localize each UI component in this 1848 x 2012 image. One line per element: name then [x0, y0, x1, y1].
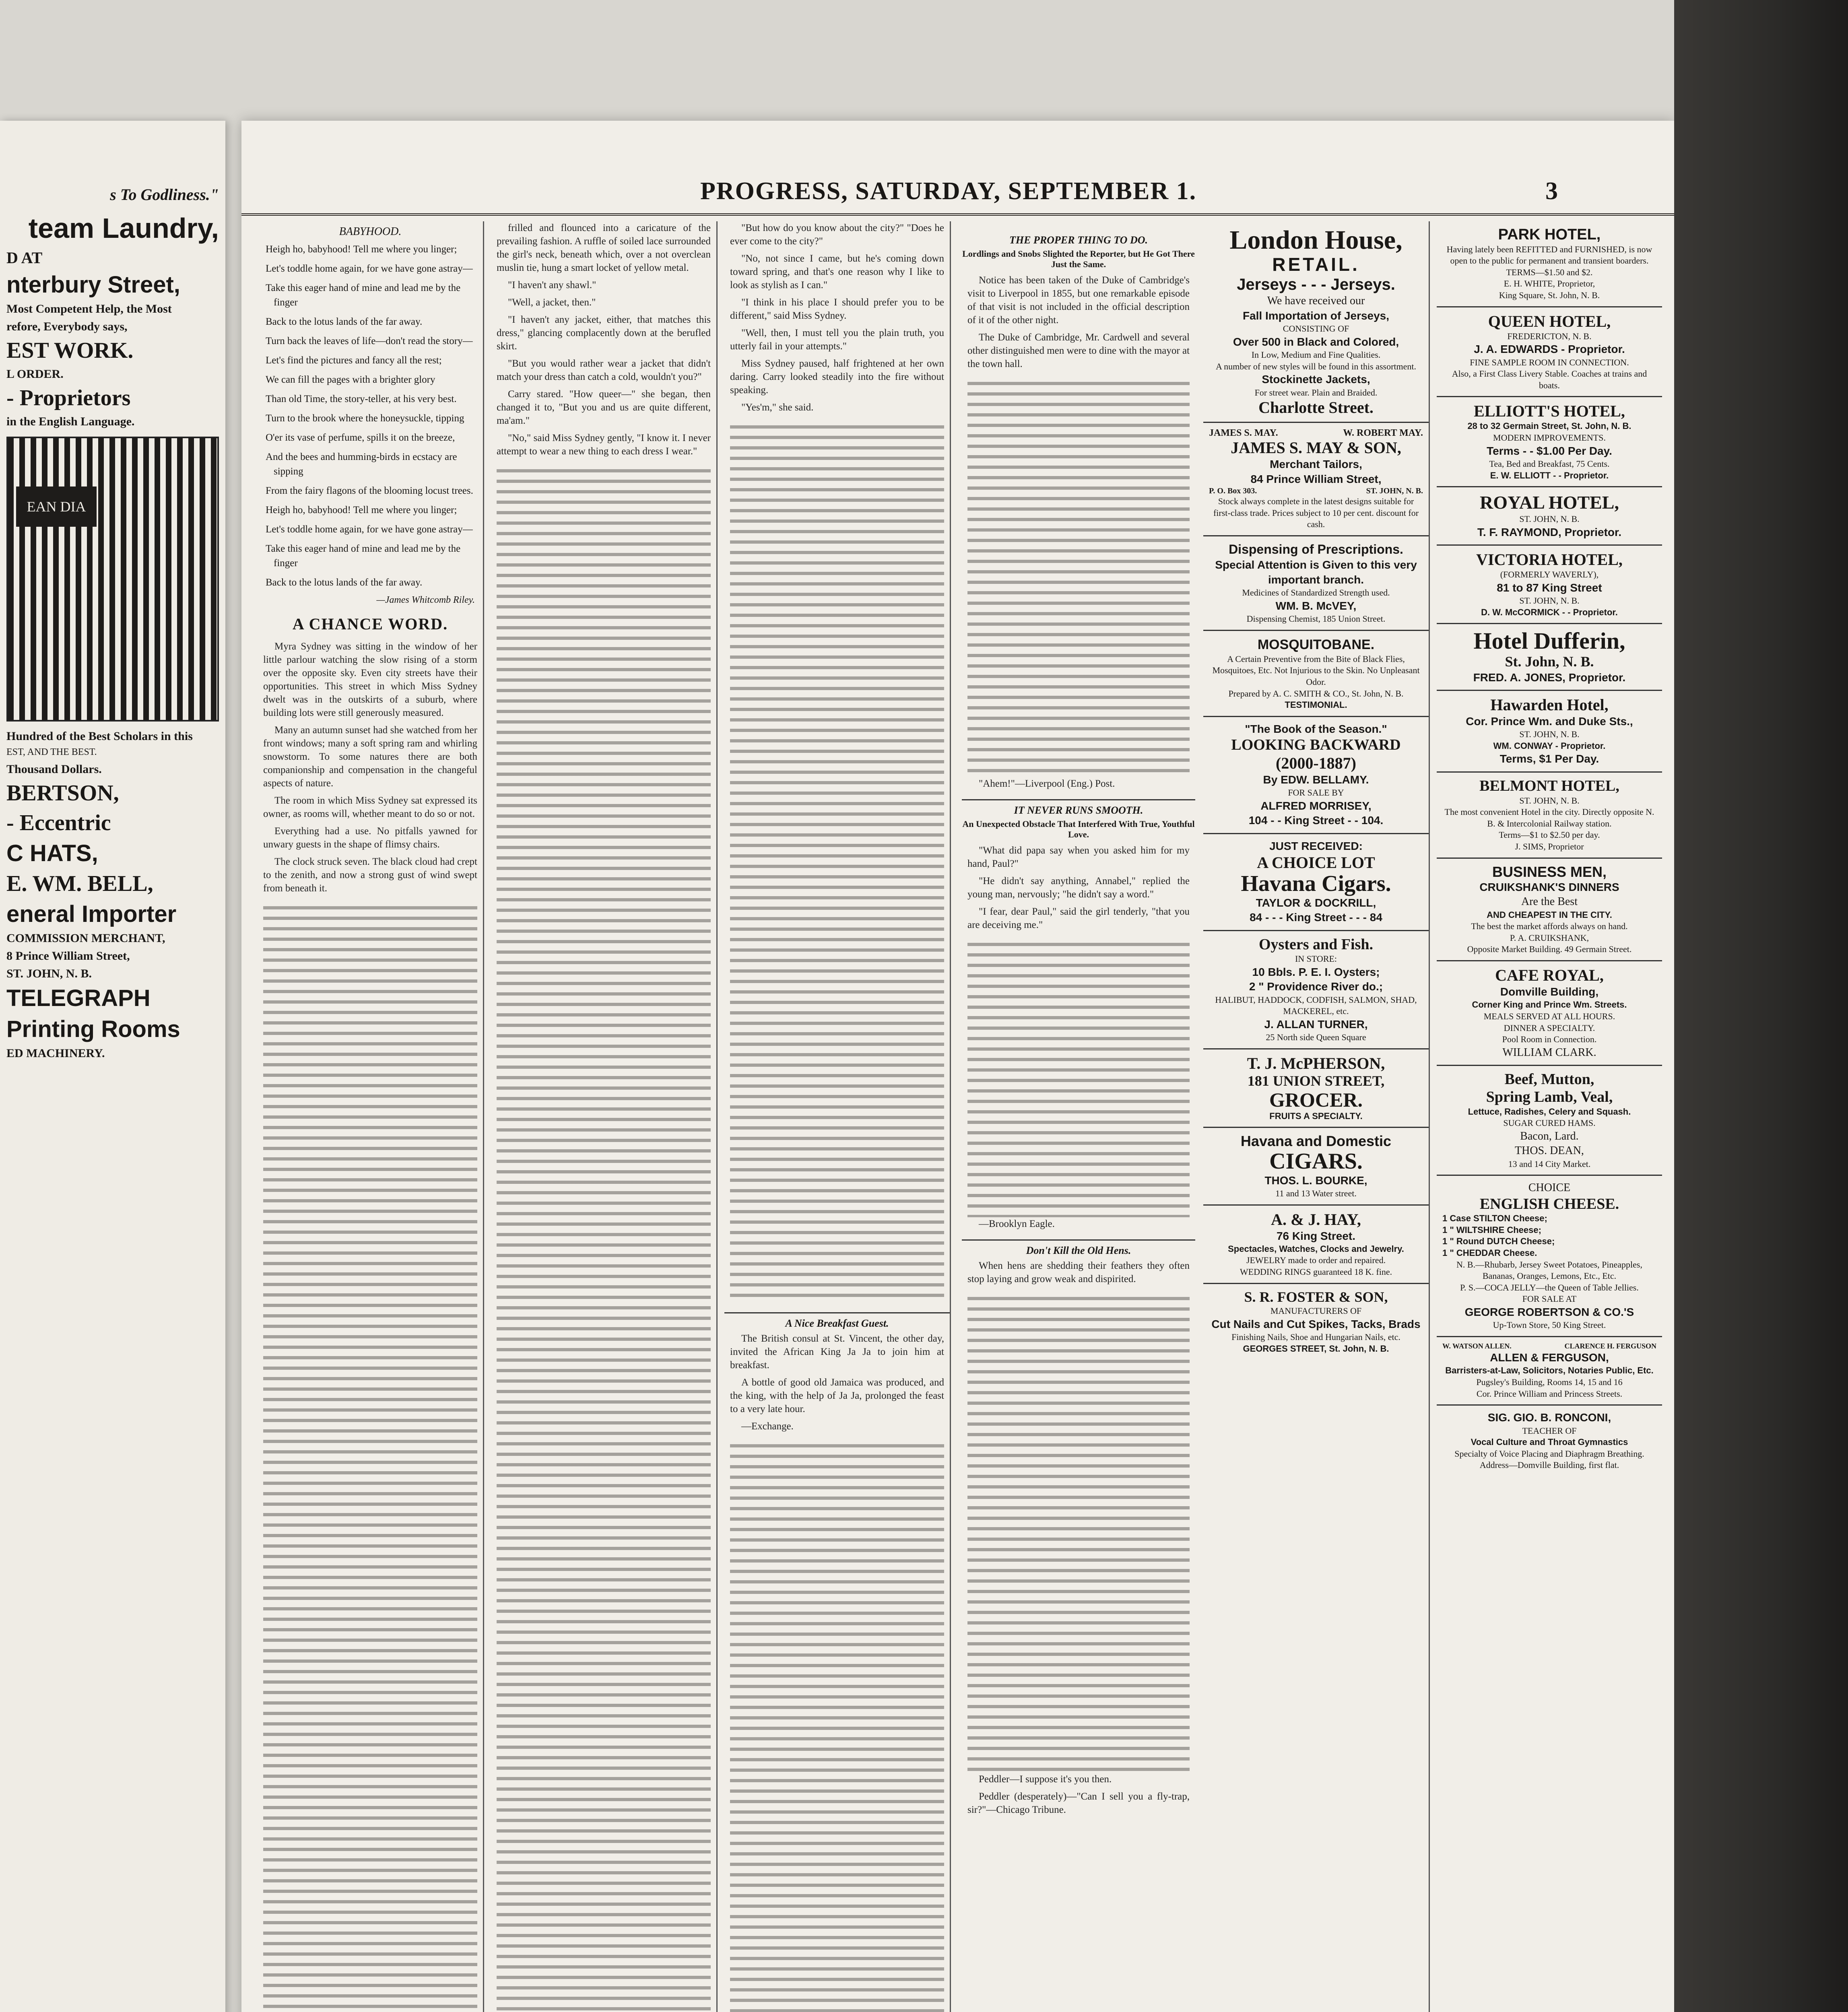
ad-line: N. B.—Rhubarb, Jersey Sweet Potatoes, Pineapples, Bananas, Oranges, Lemons, Etc., Etc. — [1456, 1259, 1642, 1281]
ad-address: 11 and 13 Water street. — [1275, 1188, 1357, 1198]
ad-seller: THOS. L. BOURKE, — [1264, 1174, 1367, 1187]
ad-seller: J. ALLAN TURNER, — [1264, 1018, 1368, 1031]
ad-cafe-royal — [1437, 961, 1662, 1066]
ad-name: W. ROBERT MAY. — [1343, 428, 1423, 439]
ad-address: 28 to 32 Germain Street, St. John, N. B. — [1467, 421, 1631, 431]
ad-sub: FRUITS A SPECIALTY. — [1269, 1111, 1363, 1121]
column-5-ads — [1203, 221, 1430, 2012]
ad-title: BELMONT HOTEL, — [1479, 777, 1619, 794]
section-title: Don't Kill the Old Hens. — [962, 1239, 1195, 1257]
ad-name: WILLIAM CLARK. — [1502, 1046, 1596, 1059]
ad-city: St. John, N. B. — [1505, 653, 1594, 670]
text-filler — [730, 418, 944, 1303]
ad-cigars — [1203, 834, 1429, 931]
paragraph: "Ahem!"—Liverpool (Eng.) Post. — [979, 778, 1115, 789]
ad-line: A number of new styles will be found in this assortment. — [1216, 361, 1416, 371]
ad-title: Oysters and Fish. — [1259, 936, 1373, 953]
section-body — [967, 274, 1190, 371]
ad-title: JAMES S. MAY & SON, — [1231, 439, 1401, 457]
ad-line: 2 " Providence River do.; — [1249, 980, 1383, 993]
ad-address: Cor. Prince Wm. and Duke Sts., — [1466, 715, 1633, 728]
ad-text: The most convenient Hotel in the city. Directly opposite N. B. & Intercolonial Railway station. — [1444, 807, 1654, 829]
ad-line: MEALS SERVED AT ALL HOURS. — [1483, 1011, 1615, 1022]
paragraph: —Exchange. — [741, 1421, 794, 1432]
ad-title: MOSQUITOBANE. — [1257, 637, 1375, 652]
ad-line: AND CHEAPEST IN THE CITY. — [1487, 909, 1612, 920]
poem-line: We can fill the pages with a brighter glory — [266, 374, 435, 385]
ad-item: 1 " Round DUTCH Cheese; — [1442, 1236, 1555, 1247]
ad-title: CIGARS. — [1269, 1148, 1363, 1174]
ad-hay — [1203, 1206, 1429, 1284]
ad-item: 1 " WILTSHIRE Cheese; — [1442, 1225, 1541, 1235]
text-filler — [967, 1290, 1190, 1773]
poem-line: O'er its vase of perfume, spills it on the breeze, — [266, 432, 455, 443]
ad-looking-backward — [1203, 717, 1429, 834]
poem-line: From the fairy flagons of the blooming locust trees. — [266, 485, 473, 496]
ad-may-son — [1203, 423, 1429, 536]
ad-address: King Square, St. John, N. B. — [1499, 290, 1600, 301]
paragraph: Miss Sydney paused, half frightened at her own daring. Carry looked steadily into the fire without speaking. — [730, 358, 944, 396]
ad-line: IN STORE: — [1295, 954, 1337, 964]
paragraph: "Well, a jacket, then." — [508, 297, 596, 308]
ad-city: ST. JOHN, N. B. — [1366, 486, 1423, 495]
left-line-5: refore, Everybody says, — [6, 320, 128, 333]
left-line-2: D AT — [6, 249, 43, 267]
paragraph: The Duke of Cambridge, Mr. Cardwell and several other distinguished men were to dine with the mayor at the town hall. — [967, 332, 1190, 369]
ad-name: P. A. CRUIKSHANK, — [1510, 932, 1589, 943]
poem-line: And the bees and humming-birds in ecstacy are sipping — [266, 451, 457, 477]
paragraph: frilled and flounced into a caricature of the prevailing fashion. A ruffle of soiled lace surrounded the girl's neck, beneath which, over a not overclean muslin tie, hung a smart locket of yellow metal. — [497, 223, 711, 273]
ad-line: Pugsley's Building, Rooms 14, 15 and 16 — [1476, 1377, 1623, 1387]
ad-title: LOOKING BACKWARD — [1231, 736, 1401, 754]
ad-proprietor: J. A. EDWARDS - Proprietor. — [1474, 343, 1625, 356]
ad-line: Specialty of Voice Placing and Diaphragm Breathing. — [1454, 1448, 1644, 1459]
page-number: 3 — [1545, 177, 1558, 205]
ad-title: SIG. GIO. B. RONCONI, — [1487, 1411, 1611, 1424]
ad-line: Corner King and Prince Wm. Streets. — [1472, 1000, 1627, 1010]
ad-oysters — [1203, 931, 1429, 1049]
poem-line: Let's toddle home again, for we have gone astray— — [266, 524, 473, 535]
ad-title: Dispensing of Prescriptions. — [1229, 542, 1403, 557]
ad-elliotts-hotel — [1437, 397, 1662, 487]
left-line-1: team Laundry, — [28, 212, 219, 244]
ad-name: W. WATSON ALLEN. — [1442, 1342, 1512, 1350]
ad-line: Special Attention is Given to this very important branch. — [1215, 559, 1417, 586]
paragraph: "I think in his place I should prefer you to be different," said Miss Sydney. — [730, 297, 944, 321]
paragraph: —Brooklyn Eagle. — [979, 1218, 1055, 1229]
column-6-ads — [1437, 221, 1662, 2012]
ad-line: TESTIMONIAL. — [1285, 700, 1347, 710]
paragraph: The room in which Miss Sydney sat expressed its owner, as rooms will, whether meant to do so or not. — [263, 795, 477, 819]
ad-po: P. O. Box 303. — [1209, 486, 1257, 495]
section-title: THE PROPER THING TO DO. — [1009, 234, 1148, 246]
left-line-8: - Proprietors — [6, 385, 131, 410]
left-line-4: Most Competent Help, the Most — [6, 302, 172, 315]
ad-line: Are the Best — [1521, 895, 1578, 908]
scan-edge-shadow — [1674, 0, 1848, 2012]
ad-beef — [1437, 1066, 1662, 1176]
left-page-fragment — [0, 121, 225, 2012]
ad-line: Lettuce, Radishes, Celery and Squash. — [1468, 1106, 1631, 1117]
storefront-illustration — [6, 437, 219, 722]
ad-proprietor: E. W. ELLIOTT - - Proprietor. — [1490, 470, 1609, 480]
ad-line: Cor. Prince William and Princess Streets. — [1476, 1388, 1623, 1399]
left-line-18: COMMISSION MERCHANT, — [6, 932, 165, 945]
ad-title: ELLIOTT'S HOTEL, — [1474, 402, 1625, 421]
ad-line: Stockinette Jackets, — [1262, 373, 1370, 386]
ad-grocer — [1203, 1049, 1429, 1128]
ad-line: Prepared by A. C. SMITH & CO., St. John, N. B. — [1228, 688, 1404, 699]
paragraph: Everything had a use. No pitfalls yawned for unwary guests in the shape of flimsy chairs. — [263, 826, 477, 850]
ad-line: FOR SALE BY — [1288, 787, 1344, 798]
section-title: A Nice Breakfast Guest. — [724, 1312, 950, 1330]
left-line-11: EST, AND THE BEST. — [6, 747, 97, 757]
ad-line: Fall Importation of Jerseys, — [1242, 309, 1390, 322]
column-4 — [962, 221, 1195, 2012]
poem-attribution: —James Whitcomb Riley. — [376, 595, 475, 605]
paragraph: "I haven't any shawl." — [508, 280, 596, 291]
left-line-0: s To Godliness." — [110, 186, 219, 204]
left-line-22: Printing Rooms — [6, 1016, 180, 1042]
ad-line: Jerseys - - - Jerseys. — [1237, 276, 1395, 294]
ad-title: GROCER. — [1269, 1088, 1363, 1111]
ad-queen-hotel — [1437, 307, 1662, 398]
ad-proprietor: T. F. RAYMOND, Proprietor. — [1477, 526, 1622, 538]
ad-line: FINE SAMPLE ROOM IN CONNECTION. — [1470, 357, 1629, 367]
newspaper-page — [241, 121, 1674, 2012]
ad-line: MANUFACTURERS OF — [1270, 1306, 1362, 1316]
section-subtitle: An Unexpected Obstacle That Interfered With True, Youthful Love. — [962, 819, 1195, 839]
ad-line: A Certain Preventive from the Bite of Black Flies, Mosquitoes, Etc. Not Injurious to the Skin. No Unpleasant Odor. — [1212, 653, 1420, 687]
ad-line: P. S.—COCA JELLY—the Queen of Table Jellies. — [1460, 1282, 1639, 1293]
text-filler — [730, 1437, 944, 2012]
column-1 — [258, 221, 484, 2012]
ad-line: CHOICE — [1528, 1181, 1571, 1194]
ad-line: SUGAR CURED HAMS. — [1503, 1118, 1596, 1128]
ad-line: CRUIKSHANK'S DINNERS — [1479, 880, 1619, 893]
poem-line: Than old Time, the story-teller, at his very best. — [266, 394, 457, 404]
ad-address: 81 to 87 King Street — [1497, 581, 1602, 594]
paragraph: Many an autumn sunset had she watched from her front windows; many a soft spring ram and whirling snowstorm. To some natures there are both companionship and compensation in the changeful aspects of nature. — [263, 725, 477, 789]
ad-line: Finishing Nails, Shoe and Hungarian Nails, etc. — [1231, 1332, 1400, 1342]
ad-name: CLARENCE H. FERGUSON — [1564, 1342, 1656, 1350]
ad-seller: TAYLOR & DOCKRILL, — [1256, 896, 1376, 909]
left-line-9: in the English Language. — [6, 415, 135, 428]
ad-line: The best the market affords always on hand. — [1471, 921, 1628, 932]
ad-address: 76 King Street. — [1276, 1229, 1356, 1242]
text-filler — [497, 462, 711, 2012]
ad-park-hotel — [1437, 221, 1662, 307]
ad-allen-ferguson — [1437, 1337, 1662, 1406]
paragraph: Notice has been taken of the Duke of Cambridge's visit to Liverpool in 1855, but one remarkable episode of that visit is not included in the official description of it of the other night. — [967, 275, 1190, 326]
ad-terms: Terms, $1 Per Day. — [1499, 752, 1599, 765]
left-line-17: eneral Importer — [6, 901, 177, 927]
ad-name: JAMES S. MAY. — [1209, 428, 1278, 439]
ad-title: ENGLISH CHEESE. — [1479, 1195, 1619, 1212]
ad-line: Cut Nails and Cut Spikes, Tacks, Brads — [1211, 1317, 1421, 1330]
paragraph: Carry stared. "How queer—" she began, then changed it to, "But you and us are quite different, ma'am." — [497, 389, 711, 426]
paragraph: The clock struck seven. The black cloud had crept to the zenith, and now a strong gust of wind swept from beneath it. — [263, 856, 477, 894]
poem-line: Take this eager hand of mine and lead me by the finger — [266, 282, 461, 308]
ad-title: Hotel Dufferin, — [1473, 628, 1625, 654]
ad-title: QUEEN HOTEL, — [1488, 312, 1611, 330]
paragraph: "He didn't say anything, Annabel," replied the young man, nervously; "he didn't say a word." — [967, 876, 1190, 900]
ad-text: Having lately been REFITTED and FURNISHED, is now open to the public for permanent and transient boarders. — [1446, 244, 1652, 266]
ad-seller: GEORGE ROBERTSON & CO.'S — [1464, 1306, 1634, 1318]
ad-line: Dispensing Chemist, 185 Union Street. — [1246, 614, 1386, 624]
ad-line: Havana and Domestic — [1240, 1133, 1392, 1150]
ad-city: ST. JOHN, N. B. — [1519, 596, 1580, 606]
ad-terms: Terms—$1 to $2.50 per day. — [1499, 830, 1600, 840]
ad-cheese — [1437, 1176, 1662, 1337]
paragraph: "But how do you know about the city?" "Does he ever come to the city?" — [730, 223, 944, 247]
ad-proprietor: FRED. A. JONES, Proprietor. — [1473, 671, 1626, 684]
ad-line: Medicines of Standardized Strength used. — [1242, 588, 1390, 598]
poem-line: Turn to the brook where the honeysuckle, tipping — [266, 413, 464, 424]
left-line-19: 8 Prince William Street, — [6, 949, 130, 963]
ad-royal-hotel — [1437, 487, 1662, 546]
ad-london-house — [1203, 221, 1429, 423]
ad-hawarden-hotel — [1437, 691, 1662, 773]
paragraph: "No, not since I came, but he's coming down toward spring, and that's one reason why I like to look as stylish as I can." — [730, 253, 944, 291]
ad-sub: Merchant Tailors, — [1270, 458, 1362, 471]
poem-line: Back to the lotus lands of the far away. — [266, 577, 423, 588]
ad-mosquitobane — [1203, 631, 1429, 717]
ad-address: 104 - - King Street - - 104. — [1248, 814, 1384, 827]
section-body — [967, 1259, 1190, 1286]
ad-proprietor: J. SIMS, Proprietor — [1515, 841, 1584, 851]
left-line-16: E. WM. BELL, — [6, 871, 153, 896]
left-line-3: nterbury Street, — [6, 272, 180, 298]
left-line-15: C HATS, — [6, 840, 98, 866]
ad-terms: TERMS—$1.50 and $2. — [1506, 267, 1593, 277]
ad-proprietor: E. H. WHITE, Proprietor, — [1504, 278, 1595, 289]
ad-line: TEACHER OF — [1522, 1425, 1577, 1436]
ad-title: Hawarden Hotel, — [1490, 695, 1609, 714]
text-filler — [967, 936, 1190, 1217]
ad-city: ST. JOHN, N. B. — [1519, 729, 1580, 740]
ad-address: Up-Town Store, 50 King Street. — [1493, 1320, 1606, 1330]
ad-author: By EDW. BELLAMY. — [1263, 773, 1369, 786]
left-line-13: BERTSON, — [6, 781, 119, 806]
poem-line: Turn back the leaves of life—don't read the story— — [266, 336, 473, 346]
ad-line: Tea, Bed and Breakfast, 75 Cents. — [1489, 459, 1610, 469]
ad-item: 1 Case STILTON Cheese; — [1442, 1213, 1547, 1224]
ad-line: Vocal Culture and Throat Gymnastics — [1471, 1437, 1628, 1447]
left-line-14: - Eccentric — [6, 810, 111, 835]
ad-hotel-dufferin — [1437, 624, 1662, 691]
column-2 — [491, 221, 718, 2012]
ad-terms: Terms - - $1.00 Per Day. — [1487, 444, 1612, 457]
ad-title: BUSINESS MEN, — [1492, 863, 1607, 880]
section-title: IT NEVER RUNS SMOOTH. — [962, 799, 1195, 816]
ad-city: ST. JOHN, N. B. — [1519, 514, 1580, 524]
paragraph: "I fear, dear Paul," said the girl tenderly, "that you are deceiving me." — [967, 906, 1190, 930]
ad-city: ST. JOHN, N. B. — [1519, 795, 1580, 806]
paragraph: "Well, then, I must tell you the plain truth, you utterly fail in your attempts." — [730, 328, 944, 352]
ad-address: 25 North side Queen Square — [1266, 1032, 1366, 1043]
left-line-10: Hundred of the Best Scholars in this — [6, 730, 193, 743]
paragraph: Myra Sydney was sitting in the window of her little parlour watching the slow rising of a storm over the opposite sky. Even city streets have their opportunities. This street in which Miss Sydney dwelt was in the outskirts of a suburb, where building lots were still generously measured. — [263, 641, 477, 718]
ad-title: ALLEN & FERGUSON, — [1490, 1351, 1609, 1364]
ad-address: 181 UNION STREET, — [1247, 1072, 1385, 1089]
ad-title: CAFE ROYAL, — [1495, 966, 1604, 985]
ad-belmont-hotel — [1437, 773, 1662, 859]
ad-line: Domville Building, — [1500, 985, 1599, 998]
left-line-20: ST. JOHN, N. B. — [6, 967, 92, 980]
ad-title: PARK HOTEL, — [1498, 226, 1601, 243]
page-header — [241, 177, 1674, 216]
ad-line: Over 500 in Black and Colored, — [1233, 335, 1399, 348]
text-filler — [967, 375, 1190, 777]
poem-line: Let's find the pictures and fancy all the rest; — [266, 355, 442, 366]
poem-line: Heigh ho, babyhood! Tell me where you linger; — [266, 244, 457, 255]
ad-proprietor: D. W. McCORMICK - - Proprietor. — [1481, 607, 1618, 617]
ad-line: In Low, Medium and Fine Qualities. — [1251, 349, 1381, 360]
ad-victoria-hotel — [1437, 546, 1662, 624]
ad-title: Havana Cigars. — [1241, 871, 1391, 897]
ad-line: 10 Bbls. P. E. I. Oysters; — [1252, 965, 1380, 978]
paragraph: Peddler—I suppose it's you then. — [979, 1774, 1112, 1785]
page-title: PROGRESS, SATURDAY, SEPTEMBER 1. — [700, 177, 1197, 205]
ad-name: T. J. McPHERSON, — [1247, 1054, 1385, 1072]
ad-line: Opposite Market Building. 49 Germain Street. — [1467, 944, 1632, 954]
ad-line: CONSISTING OF — [1283, 323, 1349, 334]
poem — [266, 242, 475, 590]
section-body — [730, 1332, 944, 1433]
ad-line: Pool Room in Connection. — [1502, 1034, 1597, 1045]
ad-line: MODERN IMPROVEMENTS. — [1493, 433, 1606, 443]
ad-sub: RETAIL. — [1272, 254, 1360, 275]
ad-line: "The Book of the Season." — [1245, 722, 1387, 735]
ad-line: WEDDING RINGS guaranteed 18 K. fine. — [1240, 1267, 1392, 1277]
ad-address: 84 - - - King Street - - - 84 — [1250, 911, 1382, 924]
section-subtitle: Lordlings and Snobs Slighted the Reporter, but He Got There Just the Same. — [962, 249, 1195, 269]
ad-line: GEORGES STREET, St. John, N. B. — [1243, 1343, 1389, 1354]
ad-title: ROYAL HOTEL, — [1480, 492, 1619, 513]
ad-title: S. R. FOSTER & SON, — [1244, 1288, 1388, 1305]
ad-line: WM. B. McVEY, — [1275, 599, 1357, 612]
ad-line: Barristers-at-Law, Solicitors, Notaries Public, Etc. — [1445, 1365, 1654, 1376]
poem-line: Let's toddle home again, for we have gone astray— — [266, 263, 473, 274]
poem-line: Take this eager hand of mine and lead me by the finger — [266, 543, 461, 569]
ad-line: Bacon, Lard. — [1520, 1130, 1579, 1142]
ad-line: Also, a First Class Livery Stable. Coaches at trains and boats. — [1452, 369, 1647, 390]
ad-line: Address—Domville Building, first flat. — [1479, 1460, 1619, 1470]
text-filler — [263, 899, 477, 2012]
paragraph: "Yes'm," she said. — [741, 402, 814, 413]
paragraph: "I haven't any jacket, either, that matches this dress," glancing complacently down at the berufled skirt. — [497, 314, 711, 352]
paragraph: "But you would rather wear a jacket that didn't match your dress than catch a cold, wouldn't you?" — [497, 358, 711, 382]
ad-item: 1 " CHEDDAR Cheese. — [1442, 1248, 1537, 1258]
ad-line: HALIBUT, HADDOCK, CODFISH, SALMON, SHAD, MACKEREL, etc. — [1215, 994, 1417, 1016]
paragraph: When hens are shedding their feathers they often stop laying and grow weak and dispirited. — [967, 1260, 1190, 1284]
left-line-12: Thousand Dollars. — [6, 763, 102, 776]
paragraph: The British consul at St. Vincent, the other day, invited the African King Ja Ja to join him at breakfast. — [730, 1333, 944, 1371]
left-line-7: L ORDER. — [6, 367, 64, 381]
paragraph: A bottle of good old Jamaica was produced, and the king, with the help of Ja Ja, prolonged the feast to a very late hour. — [730, 1377, 944, 1414]
ad-line: FOR SALE AT — [1522, 1294, 1577, 1304]
section-body — [967, 844, 1190, 932]
ad-city: FREDERICTON, N. B. — [1507, 331, 1592, 341]
poem-title: BABYHOOD. — [339, 225, 402, 238]
ad-foster — [1203, 1284, 1429, 1360]
ad-title: London House, — [1229, 225, 1402, 255]
story-continued — [497, 221, 711, 458]
ad-line: JUST RECEIVED: — [1269, 839, 1363, 852]
ad-line: Charlotte Street. — [1258, 398, 1374, 417]
ad-address: 84 Prince William Street, — [1250, 472, 1382, 485]
ad-note: Stock always complete in the latest designs suitable for first-class trade. Prices subject to 10 per cent. discount for cash. — [1213, 496, 1419, 530]
paragraph: Peddler (desperately)—"Can I sell you a fly-trap, sir?"—Chicago Tribune. — [967, 1791, 1190, 1815]
ad-line: Spring Lamb, Veal, — [1486, 1088, 1613, 1105]
ad-ronconi — [1437, 1406, 1662, 1476]
ad-business-men — [1437, 859, 1662, 962]
ad-line: We have received our — [1267, 295, 1365, 307]
ad-line: (FORMERLY WAVERLY), — [1500, 569, 1599, 580]
ad-seller: ALFRED MORRISEY, — [1260, 799, 1372, 812]
ad-line: DINNER A SPECIALTY. — [1504, 1022, 1595, 1033]
story-body — [263, 640, 477, 895]
ad-title: VICTORIA HOTEL, — [1476, 550, 1623, 569]
poem-line: Heigh ho, babyhood! Tell me where you linger; — [266, 505, 457, 515]
ad-title: A. & J. HAY, — [1271, 1210, 1361, 1229]
ad-line: A CHOICE LOT — [1257, 853, 1375, 872]
ad-proprietor: WM. CONWAY - Proprietor. — [1493, 740, 1606, 751]
left-line-23: ED MACHINERY. — [6, 1047, 105, 1060]
ad-years: (2000-1887) — [1276, 754, 1356, 772]
paragraph: "No," said Miss Sydney gently, "I know it. I never attempt to wear a new thing to each dress I wear." — [497, 433, 711, 457]
ad-line: JEWELRY made to order and repaired. — [1246, 1255, 1386, 1266]
left-line-21: TELEGRAPH — [6, 985, 151, 1011]
story-continued — [730, 221, 944, 414]
sign-text: EAN DIA — [16, 487, 97, 527]
ad-address: 13 and 14 City Market. — [1508, 1159, 1591, 1169]
ad-line: Beef, Mutton, — [1504, 1071, 1594, 1088]
column-3 — [724, 221, 951, 2012]
ad-prescriptions — [1203, 536, 1429, 631]
poem-line: Back to the lotus lands of the far away. — [266, 316, 423, 327]
left-line-6: EST WORK. — [6, 338, 134, 363]
ad-domestic-cigars — [1203, 1128, 1429, 1205]
ad-name: THOS. DEAN, — [1515, 1144, 1584, 1157]
ad-line: Spectacles, Watches, Clocks and Jewelry. — [1228, 1243, 1404, 1254]
story-title: A CHANCE WORD. — [292, 615, 448, 633]
ad-line: For street wear. Plain and Braided. — [1254, 387, 1378, 398]
paragraph: "What did papa say when you asked him for my hand, Paul?" — [967, 845, 1190, 869]
